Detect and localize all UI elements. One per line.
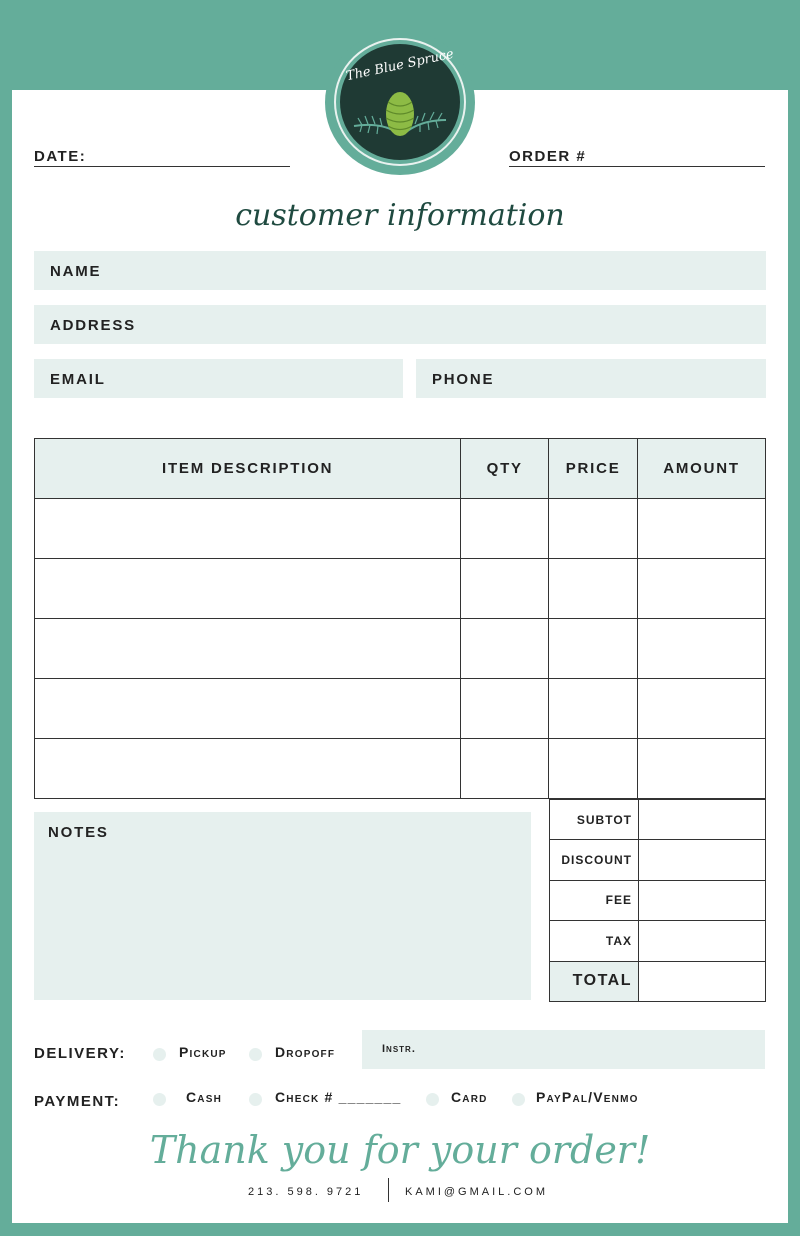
amount-cell[interactable] [638,679,766,739]
customer-info-title: customer information [235,198,565,233]
header-qty: QTY [461,439,549,499]
tax-value[interactable] [639,921,766,961]
qty-cell[interactable] [461,739,549,799]
item-cell[interactable] [35,499,461,559]
price-cell[interactable] [549,679,638,739]
pickup-radio[interactable] [153,1048,166,1061]
table-row [35,559,766,619]
table-row [35,499,766,559]
date-line[interactable] [34,166,290,167]
item-cell[interactable] [35,679,461,739]
contact-email: KAMI@GMAIL.COM [405,1186,549,1198]
qty-cell[interactable] [461,559,549,619]
item-cell[interactable] [35,619,461,679]
phone-field[interactable] [416,359,766,398]
check-option-label: Check # _______ [275,1089,402,1105]
qty-cell[interactable] [461,499,549,559]
item-cell[interactable] [35,739,461,799]
name-label: NAME [50,263,102,280]
order-line[interactable] [509,166,765,167]
price-cell[interactable] [549,739,638,799]
fee-value[interactable] [639,880,766,920]
totals-table [549,799,766,1002]
card-radio[interactable] [426,1093,439,1106]
address-label: ADDRESS [50,317,136,334]
address-field[interactable] [34,305,766,344]
delivery-label: DELIVERY: [34,1045,126,1062]
pickup-option-label: Pickup [179,1044,227,1060]
email-field[interactable] [34,359,403,398]
thank-you-message: Thank you for your order! [149,1128,651,1172]
total-label: TOTAL [550,961,639,1001]
dropoff-radio[interactable] [249,1048,262,1061]
table-row [35,739,766,799]
cash-radio[interactable] [153,1093,166,1106]
fee-label: FEE [550,880,639,920]
payment-label: PAYMENT: [34,1093,121,1110]
total-value[interactable] [639,961,766,1001]
amount-cell[interactable] [638,619,766,679]
instructions-field[interactable] [362,1030,765,1069]
notes-field[interactable] [34,812,531,1000]
phone-label: PHONE [432,371,495,388]
items-table [34,438,766,799]
subtotal-label: SUBTOT [550,800,639,840]
order-label: ORDER # [509,148,587,165]
item-cell[interactable] [35,559,461,619]
paypal-venmo-radio[interactable] [512,1093,525,1106]
email-label: EMAIL [50,371,106,388]
tax-label: TAX [550,921,639,961]
table-row [35,679,766,739]
header-price: PRICE [549,439,638,499]
discount-value[interactable] [639,840,766,880]
qty-cell[interactable] [461,679,549,739]
check-radio[interactable] [249,1093,262,1106]
amount-cell[interactable] [638,739,766,799]
amount-cell[interactable] [638,559,766,619]
price-cell[interactable] [549,499,638,559]
paypal-venmo-option-label: PayPal/Venmo [536,1089,639,1105]
instructions-label: Instr. [382,1043,416,1055]
subtotal-value[interactable] [639,800,766,840]
table-row [35,619,766,679]
price-cell[interactable] [549,559,638,619]
discount-label: DISCOUNT [550,840,639,880]
qty-cell[interactable] [461,619,549,679]
name-field[interactable] [34,251,766,290]
contact-phone: 213. 598. 9721 [248,1186,364,1198]
amount-cell[interactable] [638,499,766,559]
logo-text: The Blue Spruce [344,46,456,85]
dropoff-option-label: Dropoff [275,1044,336,1060]
contact-divider [388,1178,389,1202]
header-amount: AMOUNT [638,439,766,499]
notes-label: NOTES [48,824,109,841]
header-item-description: ITEM DESCRIPTION [35,439,461,499]
price-cell[interactable] [549,619,638,679]
pinecone-icon [350,86,450,142]
cash-option-label: Cash [186,1089,223,1105]
date-label: DATE: [34,148,87,165]
card-option-label: Card [451,1089,488,1105]
